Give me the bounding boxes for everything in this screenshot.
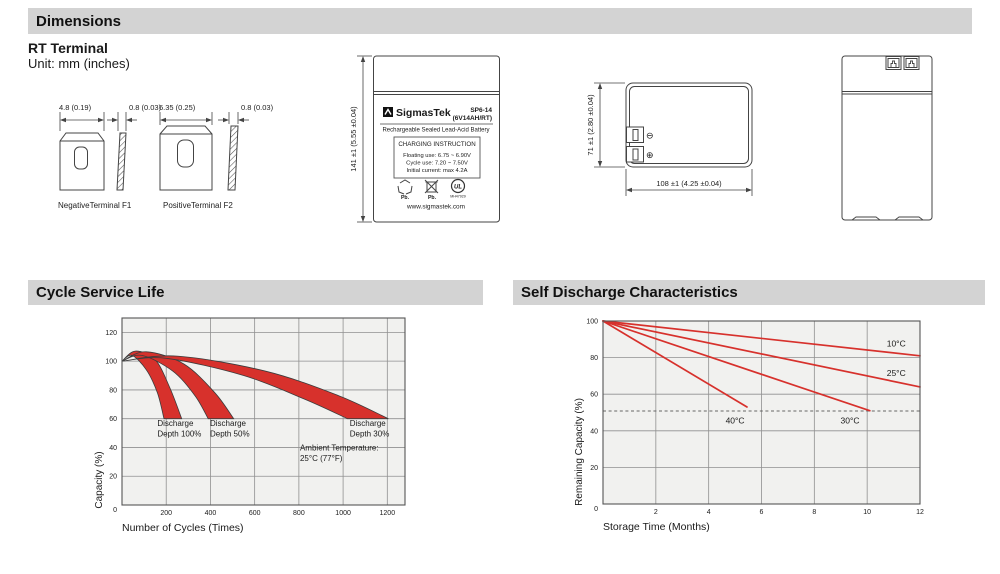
- y-axis-label: Capacity (%): [94, 451, 105, 509]
- y-tick-label: 40: [109, 444, 117, 452]
- series-label: 25°C: [886, 367, 906, 378]
- band-label: Depth 30%: [349, 429, 390, 439]
- x-tick-label: 4: [706, 509, 711, 516]
- positive-symbol: ⊕: [646, 150, 654, 160]
- ul-mark-text: UL: [454, 184, 462, 191]
- section-title: Self Discharge Characteristics: [521, 284, 738, 301]
- pb-left-text: Pb.: [400, 195, 410, 201]
- negative-width-dimension: [60, 112, 104, 131]
- y-tick-label: 100: [586, 318, 598, 326]
- x-tick-label: 12: [916, 509, 924, 516]
- y-tick-label: 20: [109, 473, 117, 481]
- positive-terminal-side-drawing: [228, 126, 238, 190]
- dimension-drawings: [0, 0, 1000, 280]
- pb-right-text: Pb.: [427, 195, 437, 201]
- battery-type-text: Rechargeable Sealed Lead-Acid Battery: [382, 127, 490, 134]
- positive-terminal-front-drawing: [160, 126, 212, 190]
- charging-title: CHARGING INSTRUCTION: [398, 141, 476, 148]
- band-label: Discharge: [209, 418, 247, 428]
- y-tick-label: 40: [590, 428, 598, 436]
- positive-width-dim-label: 6.35 (0.25): [159, 103, 196, 112]
- y-tick-label: 20: [590, 464, 598, 472]
- top-height-dim-label: 71 ±1 (2.80 ±0.04): [586, 94, 595, 156]
- y-tick-label: 0: [113, 507, 117, 514]
- front-height-dim-label: 141 ±1 (5.55 ±0.04): [349, 106, 358, 172]
- brand-text: SigmasTek: [396, 107, 451, 119]
- series-label: 30°C: [840, 415, 860, 426]
- model-sub-text: (6V14AH/RT): [452, 115, 492, 122]
- battery-side-view: [842, 56, 932, 220]
- negative-terminal-label: NegativeTerminal F1: [58, 201, 132, 210]
- x-tick-label: 200: [160, 510, 173, 517]
- band-label: Depth 100%: [157, 429, 202, 439]
- chart-annotation: 25°C (77°F): [299, 453, 343, 463]
- rt-terminal-subtitle: RT Terminal: [28, 40, 108, 56]
- series-label: 10°C: [886, 338, 906, 349]
- website-text: www.sigmastek.com: [407, 203, 465, 211]
- battery-front-view: [374, 56, 500, 222]
- positive-terminal-label: PositiveTerminal F2: [163, 201, 233, 210]
- y-tick-label: 100: [105, 358, 117, 366]
- x-tick-label: 8: [812, 509, 817, 516]
- x-tick-label: 6: [759, 509, 764, 516]
- x-tick-label: 1200: [379, 510, 396, 517]
- y-tick-label: 0: [594, 506, 598, 513]
- charging-line-1: Floating use: 6.75 ~ 6.90V: [403, 153, 471, 159]
- cycle-service-life-chart: [0, 300, 500, 574]
- charging-line-3: Initial current: max 4.2A: [406, 168, 468, 174]
- x-tick-label: 800: [293, 510, 305, 517]
- battery-top-view: [626, 83, 752, 167]
- negative-thickness-dim-label: 0.8 (0.03): [129, 103, 162, 112]
- positive-thickness-dim-label: 0.8 (0.03): [241, 103, 274, 112]
- negative-terminal-side-drawing: [117, 133, 126, 190]
- chart-annotation: Ambient Temperature:: [299, 443, 379, 453]
- y-tick-label: 60: [109, 416, 117, 424]
- y-tick-label: 60: [590, 391, 598, 399]
- negative-symbol: ⊖: [646, 130, 654, 141]
- y-tick-label: 120: [105, 329, 117, 337]
- unit-note: Unit: mm (inches): [28, 56, 130, 71]
- charging-line-2: Cycle use: 7.20 ~ 7.50V: [406, 160, 468, 167]
- y-tick-label: 80: [109, 387, 117, 395]
- negative-width-dim-label: 4.8 (0.19): [59, 103, 92, 112]
- band-label: Discharge: [349, 418, 386, 428]
- top-height-dimension: [594, 83, 625, 167]
- positive-width-dimension: [160, 112, 212, 125]
- section-title: Dimensions: [36, 12, 122, 30]
- top-width-dim-label: 108 ±1 (4.25 ±0.04): [656, 179, 722, 188]
- x-tick-label: 10: [863, 509, 872, 516]
- x-tick-label: 1000: [335, 510, 351, 517]
- x-axis-label: Storage Time (Months): [603, 521, 710, 533]
- negative-terminal-front-drawing: [60, 133, 104, 190]
- y-tick-label: 80: [590, 355, 598, 363]
- negative-thickness-dimension: [107, 112, 137, 131]
- positive-thickness-dimension: [218, 112, 249, 124]
- band-label: Discharge: [157, 418, 194, 428]
- band-label: Depth 50%: [209, 429, 250, 439]
- series-label: 40°C: [725, 415, 745, 426]
- y-axis-label: Remaining Capacity (%): [574, 398, 585, 506]
- x-tick-label: 600: [248, 510, 261, 517]
- x-tick-label: 400: [204, 510, 217, 517]
- x-tick-label: 2: [653, 509, 658, 516]
- x-axis-label: Number of Cycles (Times): [122, 522, 244, 534]
- ul-code-text: MH47929: [450, 194, 466, 199]
- section-title: Cycle Service Life: [36, 284, 165, 301]
- self-discharge-chart: [500, 300, 1000, 574]
- model-text: SP6-14: [470, 107, 492, 114]
- front-height-dimension: [357, 56, 372, 222]
